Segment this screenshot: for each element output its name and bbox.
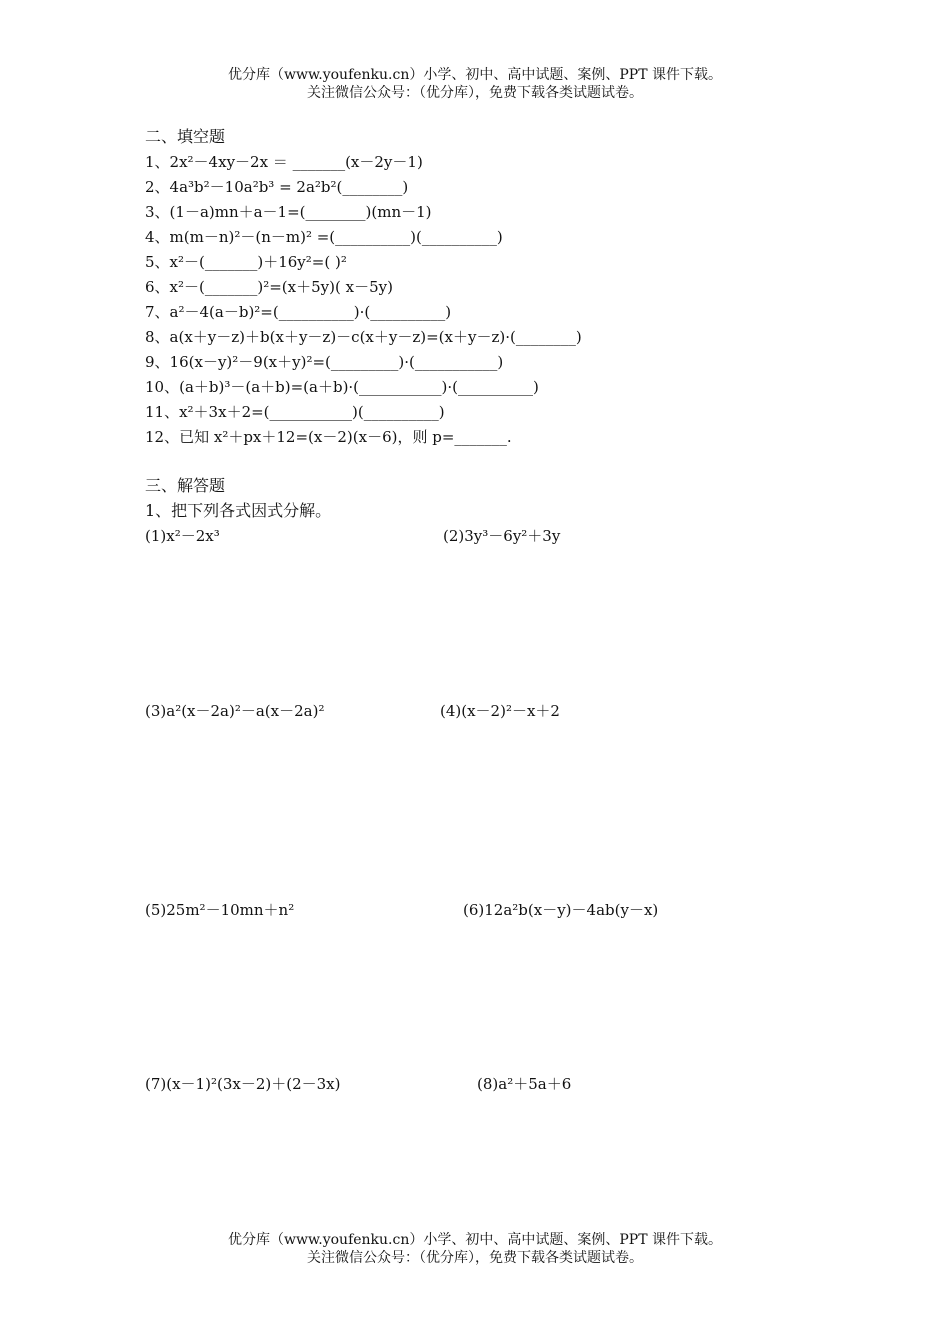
fill-blank-item: 4、m(m－n)²－(n－m)² =(__________)(__________) bbox=[145, 228, 503, 246]
problem-7: (7)(x－1)²(3x－2)＋(2－3x) bbox=[145, 1075, 341, 1093]
page-header bbox=[0, 66, 950, 102]
fill-blank-item: 11、x²＋3x＋2=(___________)(__________) bbox=[145, 403, 445, 421]
fill-blank-item: 6、x²－(_______)²=(x＋5y)( x－5y) bbox=[145, 278, 393, 296]
header-line-1: 优分库（www.youfenku.cn）小学、初中、高中试题、案例、PPT 课件下载。 bbox=[227, 67, 722, 83]
fill-blank-item: 3、(1－a)mn＋a－1=(________)(mn－1) bbox=[145, 203, 432, 221]
footer-line-2: 关注微信公众号：（优分库），免费下载各类试题试卷。 bbox=[307, 1250, 643, 1266]
fill-blank-item: 5、x²－(_______)＋16y²=( )² bbox=[145, 253, 347, 271]
fill-blank-item: 2、4a³b²－10a²b³ = 2a²b²(________) bbox=[145, 178, 409, 196]
fill-blank-item: 7、a²－4(a－b)²=(__________)·(__________) bbox=[145, 303, 452, 321]
footer-line-1: 优分库（www.youfenku.cn）小学、初中、高中试题、案例、PPT 课件下载。 bbox=[227, 1232, 722, 1248]
section-2-title: 二、填空题 bbox=[145, 127, 226, 146]
problem-2: (2)3y³－6y²＋3y bbox=[443, 527, 561, 545]
fill-blank-item: 1、2x²－4xy－2x ＝ _______(x－2y－1) bbox=[145, 153, 423, 171]
problem-1: (1)x²－2x³ bbox=[145, 527, 220, 545]
problem-4: (4)(x－2)²－x＋2 bbox=[440, 702, 560, 720]
fill-blank-item: 10、(a＋b)³－(a＋b)=(a＋b)·(___________)·(__________) bbox=[145, 378, 539, 396]
header-line-2: 关注微信公众号：（优分库），免费下载各类试题试卷。 bbox=[307, 85, 643, 101]
fill-blank-item: 9、16(x－y)²－9(x＋y)²=(_________)·(___________) bbox=[145, 353, 504, 371]
problem-6: (6)12a²b(x－y)－4ab(y－x) bbox=[463, 901, 659, 919]
fill-blank-item: 8、a(x＋y－z)＋b(x＋y－z)－c(x＋y－z)=(x＋y－z)·(________) bbox=[145, 328, 582, 346]
fill-blank-item: 12、已知 x²＋px＋12=(x－2)(x－6)，则 p=_______. bbox=[145, 428, 512, 446]
page-footer bbox=[0, 1231, 950, 1267]
problem-3: (3)a²(x－2a)²－a(x－2a)² bbox=[145, 702, 325, 720]
section-3-subtitle: 1、把下列各式因式分解。 bbox=[145, 501, 332, 520]
problem-5: (5)25m²－10mn＋n² bbox=[145, 901, 295, 919]
problem-8: (8)a²＋5a＋6 bbox=[477, 1075, 572, 1093]
section-3-title: 三、解答题 bbox=[145, 476, 226, 495]
